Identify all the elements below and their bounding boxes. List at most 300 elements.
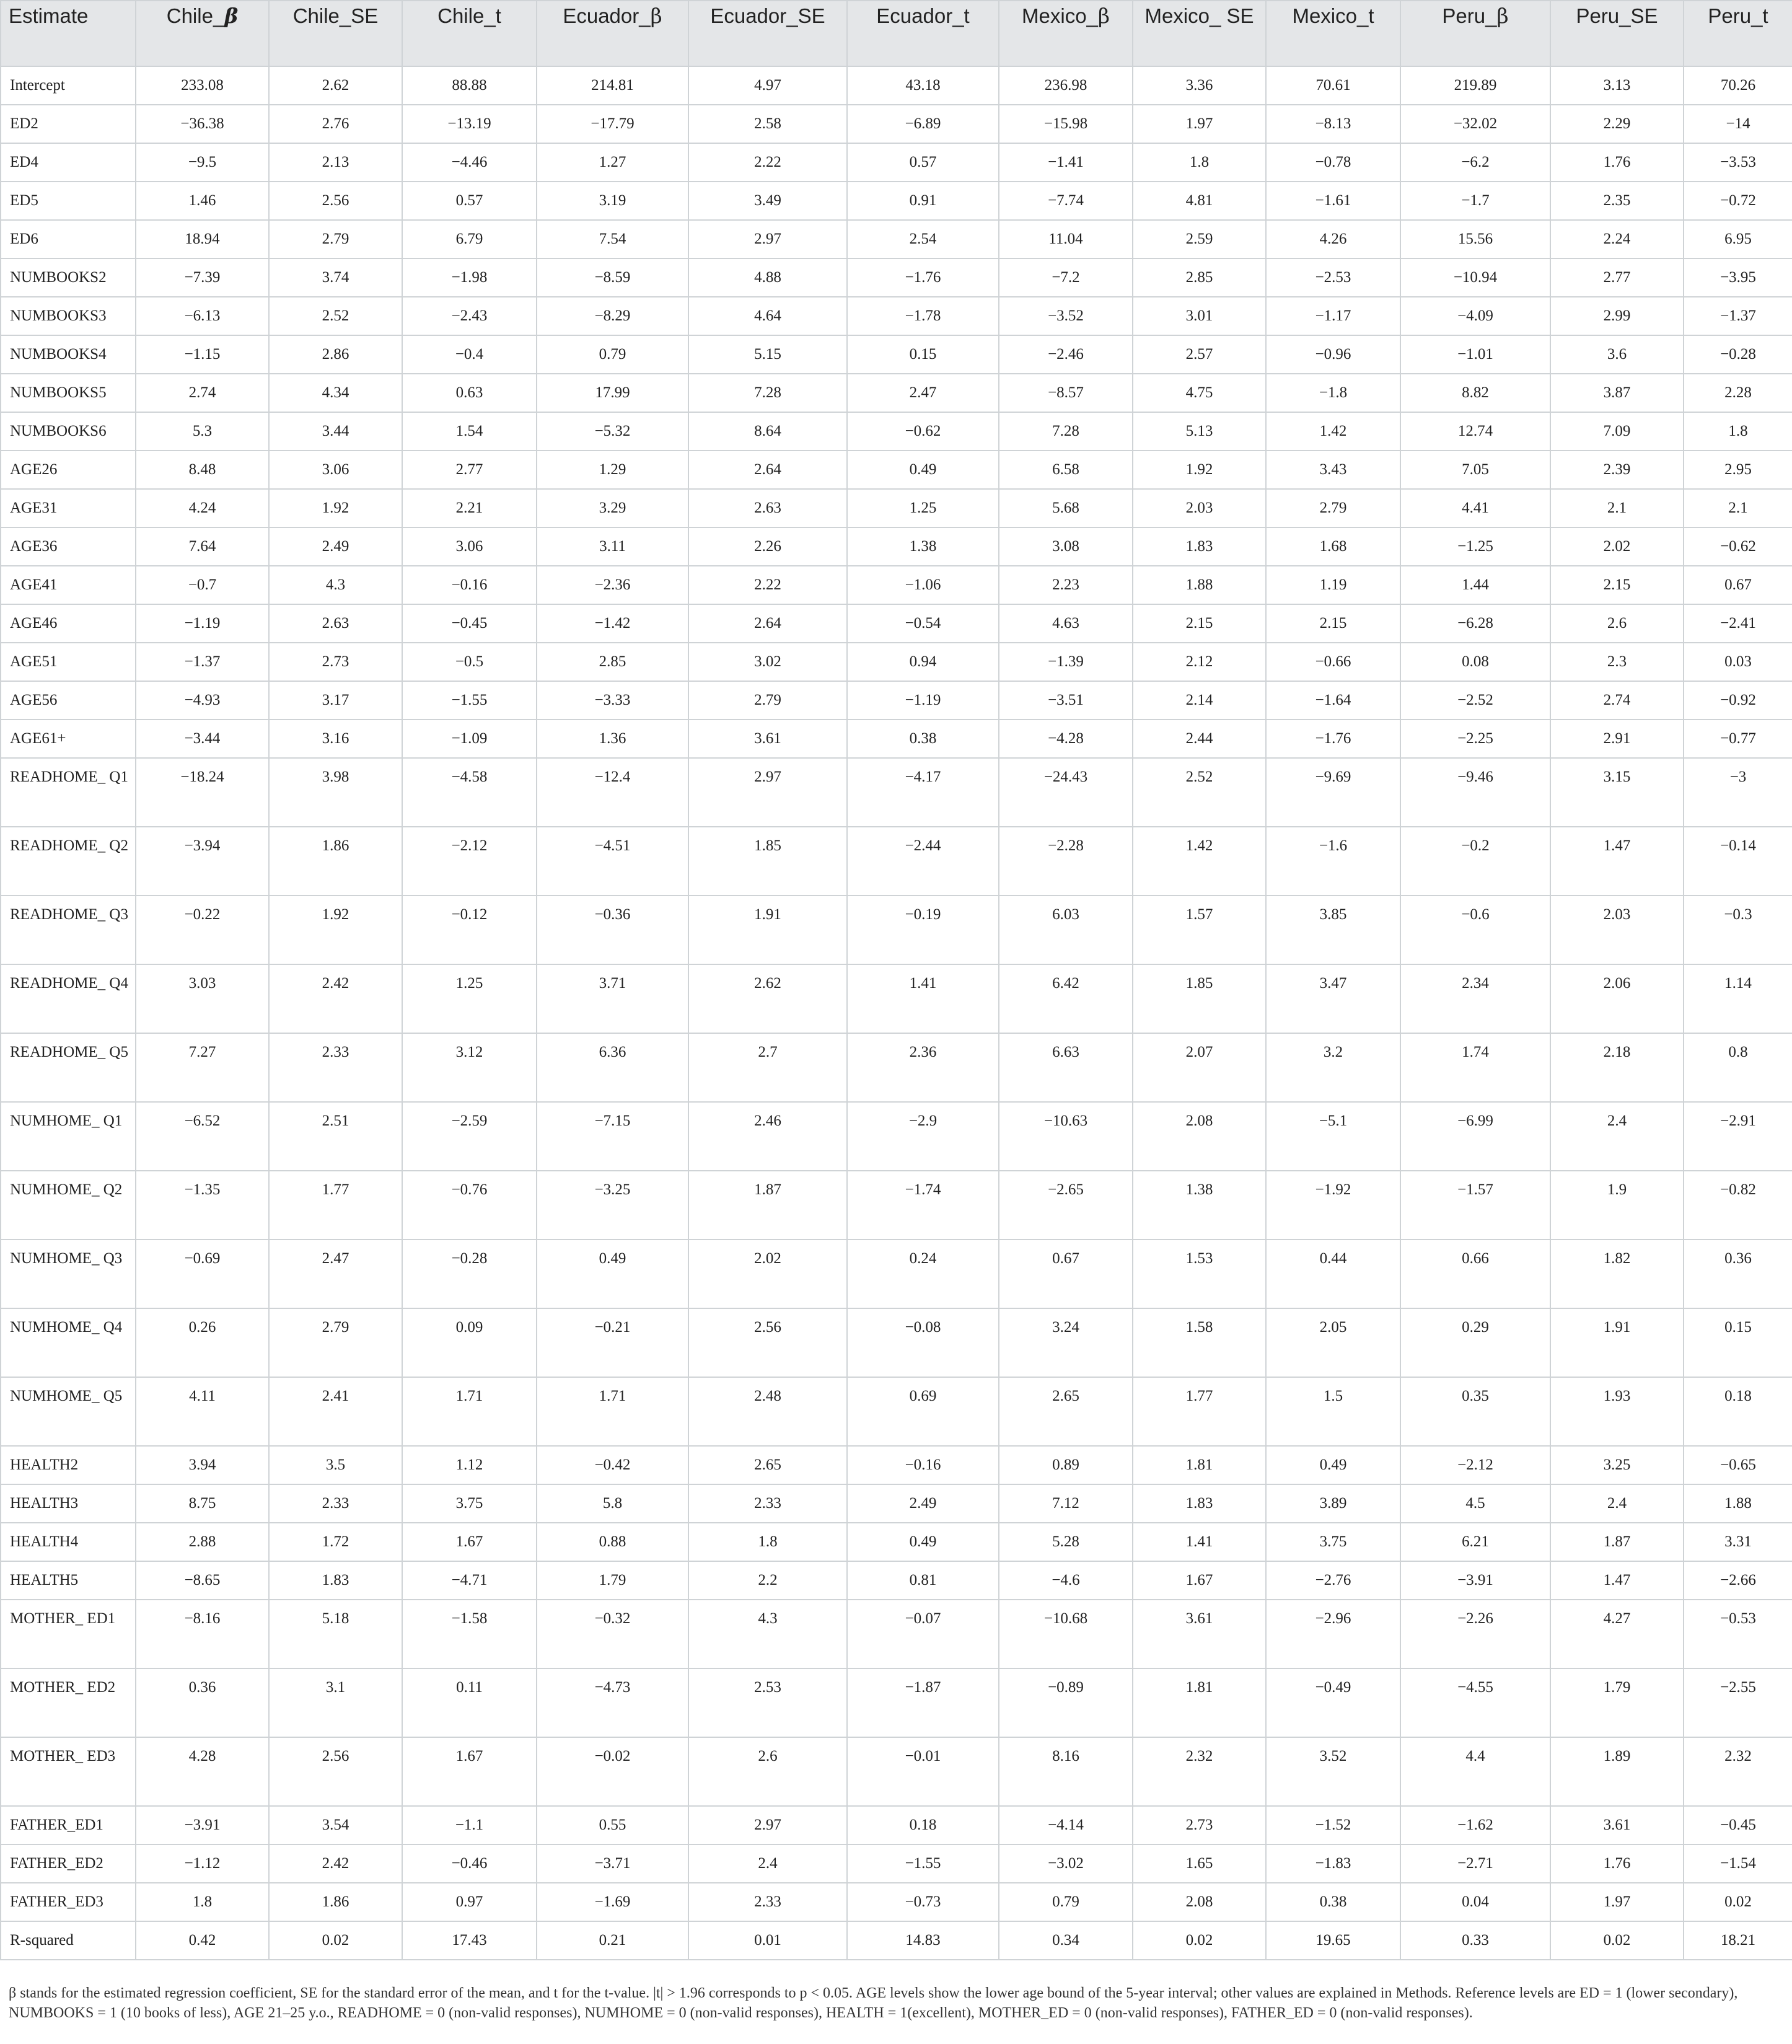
value-cell: 4.97: [688, 66, 847, 105]
value-cell: −3.53: [1684, 143, 1792, 182]
value-cell: 1.67: [402, 1737, 537, 1806]
value-cell: 2.49: [269, 527, 402, 566]
value-cell: 2.65: [688, 1446, 847, 1484]
value-cell: −0.16: [402, 566, 537, 604]
table-row: [1, 1921, 1792, 1960]
value-cell: −1.7: [1400, 182, 1550, 220]
value-cell: −7.15: [537, 1102, 688, 1171]
value-cell: 2.74: [136, 374, 269, 412]
row-label-cell: AGE46: [1, 604, 136, 643]
table-row: [1, 1484, 1792, 1523]
value-cell: 2.29: [1550, 105, 1684, 143]
table-row: [1, 827, 1792, 896]
value-cell: 2.15: [1550, 566, 1684, 604]
value-cell: 214.81: [537, 66, 688, 105]
value-cell: −24.43: [999, 758, 1133, 827]
value-cell: 4.26: [1266, 220, 1400, 258]
value-cell: −14: [1684, 105, 1792, 143]
value-cell: 0.02: [1133, 1921, 1266, 1960]
value-cell: 0.02: [1684, 1883, 1792, 1921]
value-cell: −3.91: [1400, 1561, 1550, 1600]
value-cell: 0.08: [1400, 643, 1550, 681]
value-cell: 6.36: [537, 1033, 688, 1102]
value-cell: −1.61: [1266, 182, 1400, 220]
value-cell: −0.28: [1684, 335, 1792, 374]
value-cell: 219.89: [1400, 66, 1550, 105]
value-cell: −1.17: [1266, 297, 1400, 335]
value-cell: 0.49: [1266, 1446, 1400, 1484]
row-label-cell: READHOME_ Q5: [1, 1033, 136, 1102]
value-cell: 2.33: [688, 1883, 847, 1921]
value-cell: 0.18: [1684, 1377, 1792, 1446]
value-cell: 3.25: [1550, 1446, 1684, 1484]
value-cell: 6.42: [999, 964, 1133, 1033]
table-row: [1, 258, 1792, 297]
value-cell: −1.76: [1266, 720, 1400, 758]
row-label-cell: NUMHOME_ Q2: [1, 1171, 136, 1240]
value-cell: −7.39: [136, 258, 269, 297]
value-cell: −0.36: [537, 896, 688, 964]
value-cell: −4.09: [1400, 297, 1550, 335]
table-row: [1, 105, 1792, 143]
value-cell: 1.44: [1400, 566, 1550, 604]
table-row: [1, 1102, 1792, 1171]
value-cell: −3.94: [136, 827, 269, 896]
value-cell: 1.57: [1133, 896, 1266, 964]
value-cell: −1.37: [136, 643, 269, 681]
value-cell: −5.1: [1266, 1102, 1400, 1171]
value-cell: 3.17: [269, 681, 402, 720]
value-cell: 2.49: [847, 1484, 999, 1523]
value-cell: −2.28: [999, 827, 1133, 896]
value-cell: −6.89: [847, 105, 999, 143]
value-cell: 0.49: [537, 1240, 688, 1308]
table-row: [1, 1737, 1792, 1806]
value-cell: 0.09: [402, 1308, 537, 1377]
value-cell: 3.89: [1266, 1484, 1400, 1523]
table-row: [1, 1668, 1792, 1737]
value-cell: 4.4: [1400, 1737, 1550, 1806]
table-row: [1, 66, 1792, 105]
value-cell: 1.41: [1133, 1523, 1266, 1561]
value-cell: 2.79: [269, 220, 402, 258]
value-cell: 2.62: [269, 66, 402, 105]
value-cell: 1.97: [1550, 1883, 1684, 1921]
value-cell: −2.44: [847, 827, 999, 896]
row-label-cell: AGE41: [1, 566, 136, 604]
value-cell: −3.33: [537, 681, 688, 720]
col-header-mexico-se: Mexico_ SE: [1133, 1, 1266, 66]
value-cell: −1.8: [1266, 374, 1400, 412]
value-cell: −1.35: [136, 1171, 269, 1240]
col-header-mexico-t: Mexico_t: [1266, 1, 1400, 66]
value-cell: 3.49: [688, 182, 847, 220]
value-cell: 2.14: [1133, 681, 1266, 720]
table-body: [1, 66, 1792, 1960]
value-cell: −0.32: [537, 1600, 688, 1668]
value-cell: 1.81: [1133, 1446, 1266, 1484]
value-cell: −2.65: [999, 1171, 1133, 1240]
value-cell: −2.26: [1400, 1600, 1550, 1668]
value-cell: −0.16: [847, 1446, 999, 1484]
value-cell: 5.15: [688, 335, 847, 374]
value-cell: 2.46: [688, 1102, 847, 1171]
value-cell: 3.12: [402, 1033, 537, 1102]
row-label-cell: NUMHOME_ Q5: [1, 1377, 136, 1446]
value-cell: 5.3: [136, 412, 269, 451]
value-cell: 3.16: [269, 720, 402, 758]
col-header-chile-beta: Chile_β: [136, 1, 269, 66]
value-cell: 5.68: [999, 489, 1133, 527]
row-label-cell: ED5: [1, 182, 136, 220]
value-cell: 1.79: [537, 1561, 688, 1600]
value-cell: 3.87: [1550, 374, 1684, 412]
value-cell: 2.85: [537, 643, 688, 681]
value-cell: 11.04: [999, 220, 1133, 258]
table-row: [1, 1171, 1792, 1240]
value-cell: 3.31: [1684, 1523, 1792, 1561]
value-cell: −2.43: [402, 297, 537, 335]
value-cell: 3.74: [269, 258, 402, 297]
value-cell: −2.12: [1400, 1446, 1550, 1484]
value-cell: −0.77: [1684, 720, 1792, 758]
value-cell: 2.56: [269, 1737, 402, 1806]
value-cell: 1.76: [1550, 143, 1684, 182]
row-label-cell: READHOME_ Q1: [1, 758, 136, 827]
value-cell: −9.69: [1266, 758, 1400, 827]
value-cell: 0.34: [999, 1921, 1133, 1960]
value-cell: 1.88: [1133, 566, 1266, 604]
row-label-cell: HEALTH4: [1, 1523, 136, 1561]
value-cell: 2.03: [1133, 489, 1266, 527]
value-cell: −4.93: [136, 681, 269, 720]
value-cell: 2.54: [847, 220, 999, 258]
value-cell: −0.45: [402, 604, 537, 643]
value-cell: 0.49: [847, 451, 999, 489]
value-cell: 0.15: [1684, 1308, 1792, 1377]
value-cell: −4.46: [402, 143, 537, 182]
value-cell: 1.87: [688, 1171, 847, 1240]
value-cell: 6.03: [999, 896, 1133, 964]
value-cell: 3.08: [999, 527, 1133, 566]
value-cell: 3.11: [537, 527, 688, 566]
value-cell: 2.73: [269, 643, 402, 681]
value-cell: −2.36: [537, 566, 688, 604]
value-cell: 2.59: [1133, 220, 1266, 258]
value-cell: −1.12: [136, 1844, 269, 1883]
value-cell: 1.19: [1266, 566, 1400, 604]
table-row: [1, 964, 1792, 1033]
value-cell: 3.98: [269, 758, 402, 827]
value-cell: 3.75: [1266, 1523, 1400, 1561]
value-cell: 5.8: [537, 1484, 688, 1523]
value-cell: 4.3: [269, 566, 402, 604]
value-cell: 3.13: [1550, 66, 1684, 105]
value-cell: −1.58: [402, 1600, 537, 1668]
value-cell: −0.89: [999, 1668, 1133, 1737]
value-cell: 4.11: [136, 1377, 269, 1446]
value-cell: −3.44: [136, 720, 269, 758]
row-label-cell: R-squared: [1, 1921, 136, 1960]
value-cell: 2.91: [1550, 720, 1684, 758]
value-cell: 2.18: [1550, 1033, 1684, 1102]
value-cell: −2.91: [1684, 1102, 1792, 1171]
value-cell: −1.64: [1266, 681, 1400, 720]
value-cell: 0.02: [269, 1921, 402, 1960]
value-cell: 0.49: [847, 1523, 999, 1561]
value-cell: 2.76: [269, 105, 402, 143]
value-cell: −1.39: [999, 643, 1133, 681]
value-cell: 2.22: [688, 143, 847, 182]
value-cell: 2.3: [1550, 643, 1684, 681]
header-row: [1, 1, 1792, 66]
value-cell: −8.57: [999, 374, 1133, 412]
value-cell: −0.08: [847, 1308, 999, 1377]
value-cell: 2.4: [688, 1844, 847, 1883]
row-label-cell: NUMBOOKS2: [1, 258, 136, 297]
value-cell: 6.21: [1400, 1523, 1550, 1561]
row-label-cell: FATHER_ED3: [1, 1883, 136, 1921]
value-cell: −0.4: [402, 335, 537, 374]
value-cell: 2.6: [1550, 604, 1684, 643]
value-cell: 1.85: [688, 827, 847, 896]
value-cell: 18.21: [1684, 1921, 1792, 1960]
value-cell: 3.5: [269, 1446, 402, 1484]
value-cell: 1.8: [136, 1883, 269, 1921]
table-row: [1, 1240, 1792, 1308]
value-cell: −9.46: [1400, 758, 1550, 827]
value-cell: 0.35: [1400, 1377, 1550, 1446]
value-cell: −10.94: [1400, 258, 1550, 297]
value-cell: −0.01: [847, 1737, 999, 1806]
value-cell: −2.41: [1684, 604, 1792, 643]
value-cell: 2.77: [1550, 258, 1684, 297]
value-cell: 0.11: [402, 1668, 537, 1737]
value-cell: 1.79: [1550, 1668, 1684, 1737]
value-cell: −0.49: [1266, 1668, 1400, 1737]
value-cell: 3.52: [1266, 1737, 1400, 1806]
value-cell: 1.25: [847, 489, 999, 527]
table-row: [1, 643, 1792, 681]
col-header-peru-beta: Peru_β: [1400, 1, 1550, 66]
value-cell: −0.62: [1684, 527, 1792, 566]
value-cell: 0.91: [847, 182, 999, 220]
value-cell: −0.53: [1684, 1600, 1792, 1668]
value-cell: 1.87: [1550, 1523, 1684, 1561]
value-cell: 0.57: [402, 182, 537, 220]
value-cell: 2.62: [688, 964, 847, 1033]
value-cell: −7.2: [999, 258, 1133, 297]
value-cell: 2.15: [1266, 604, 1400, 643]
value-cell: 7.64: [136, 527, 269, 566]
value-cell: 8.16: [999, 1737, 1133, 1806]
row-label-cell: MOTHER_ ED1: [1, 1600, 136, 1668]
value-cell: 1.88: [1684, 1484, 1792, 1523]
value-cell: 1.65: [1133, 1844, 1266, 1883]
value-cell: −1.09: [402, 720, 537, 758]
table-row: [1, 681, 1792, 720]
value-cell: −1.37: [1684, 297, 1792, 335]
value-cell: −1.42: [537, 604, 688, 643]
table-row: [1, 1377, 1792, 1446]
value-cell: −2.59: [402, 1102, 537, 1171]
value-cell: 3.06: [269, 451, 402, 489]
value-cell: 2.39: [1550, 451, 1684, 489]
value-cell: −0.72: [1684, 182, 1792, 220]
value-cell: −1.74: [847, 1171, 999, 1240]
value-cell: 2.08: [1133, 1102, 1266, 1171]
value-cell: −6.28: [1400, 604, 1550, 643]
value-cell: −4.51: [537, 827, 688, 896]
value-cell: 4.81: [1133, 182, 1266, 220]
value-cell: 2.06: [1550, 964, 1684, 1033]
row-label-cell: FATHER_ED1: [1, 1806, 136, 1844]
value-cell: −17.79: [537, 105, 688, 143]
value-cell: 0.15: [847, 335, 999, 374]
value-cell: 2.1: [1684, 489, 1792, 527]
value-cell: 1.72: [269, 1523, 402, 1561]
table-row: [1, 143, 1792, 182]
value-cell: −2.96: [1266, 1600, 1400, 1668]
value-cell: 0.66: [1400, 1240, 1550, 1308]
value-cell: −1.25: [1400, 527, 1550, 566]
value-cell: −0.6: [1400, 896, 1550, 964]
row-label-cell: NUMHOME_ Q4: [1, 1308, 136, 1377]
value-cell: 0.04: [1400, 1883, 1550, 1921]
value-cell: 1.42: [1266, 412, 1400, 451]
value-cell: 2.05: [1266, 1308, 1400, 1377]
table-row: [1, 451, 1792, 489]
value-cell: −1.92: [1266, 1171, 1400, 1240]
value-cell: 1.8: [688, 1523, 847, 1561]
value-cell: 1.42: [1133, 827, 1266, 896]
table-row: [1, 412, 1792, 451]
value-cell: 1.71: [537, 1377, 688, 1446]
value-cell: 8.82: [1400, 374, 1550, 412]
value-cell: 2.28: [1684, 374, 1792, 412]
value-cell: 1.92: [269, 489, 402, 527]
value-cell: −0.65: [1684, 1446, 1792, 1484]
value-cell: 1.92: [269, 896, 402, 964]
value-cell: −4.71: [402, 1561, 537, 1600]
value-cell: 1.86: [269, 1883, 402, 1921]
table-row: [1, 1806, 1792, 1844]
row-label-cell: AGE56: [1, 681, 136, 720]
value-cell: −0.62: [847, 412, 999, 451]
col-header-chile-se: Chile_SE: [269, 1, 402, 66]
value-cell: −0.5: [402, 643, 537, 681]
row-label-cell: NUMBOOKS4: [1, 335, 136, 374]
value-cell: 0.18: [847, 1806, 999, 1844]
table-footnote: β stands for the estimated regression coefficient, SE for the standard error of the mean, and t for the t-value. |t| > 1.96 corresponds to p < 0.05. AGE levels show the lower age bound of the 5-year interval; other values are explained in Methods. Reference levels are ED = 1 (lower secondary), NUMBOOKS = 1 (10 books of less), AGE 21–25 y.o., READHOME = 0 (non-valid responses), NUMHOME = 0 (non-valid responses), HEALTH = 1(excellent), MOTHER_ED = 0 (non-valid responses), FATHER_ED = 0 (non-valid responses).: [9, 1985, 1738, 2021]
row-label-cell: READHOME_ Q2: [1, 827, 136, 896]
value-cell: 2.15: [1133, 604, 1266, 643]
value-cell: −36.38: [136, 105, 269, 143]
value-cell: 2.47: [269, 1240, 402, 1308]
value-cell: 0.69: [847, 1377, 999, 1446]
value-cell: 0.24: [847, 1240, 999, 1308]
value-cell: 2.4: [1550, 1484, 1684, 1523]
value-cell: 1.68: [1266, 527, 1400, 566]
value-cell: 0.26: [136, 1308, 269, 1377]
value-cell: 7.27: [136, 1033, 269, 1102]
table-row: [1, 566, 1792, 604]
value-cell: 1.38: [1133, 1171, 1266, 1240]
value-cell: −4.17: [847, 758, 999, 827]
value-cell: −0.92: [1684, 681, 1792, 720]
value-cell: 1.47: [1550, 827, 1684, 896]
value-cell: 2.73: [1133, 1806, 1266, 1844]
value-cell: 2.63: [269, 604, 402, 643]
value-cell: 1.41: [847, 964, 999, 1033]
value-cell: 4.27: [1550, 1600, 1684, 1668]
value-cell: 4.3: [688, 1600, 847, 1668]
value-cell: 1.92: [1133, 451, 1266, 489]
value-cell: 2.97: [688, 758, 847, 827]
value-cell: −5.32: [537, 412, 688, 451]
value-cell: 0.38: [1266, 1883, 1400, 1921]
value-cell: 2.97: [688, 220, 847, 258]
value-cell: −1.87: [847, 1668, 999, 1737]
value-cell: 3.61: [688, 720, 847, 758]
value-cell: 2.33: [269, 1033, 402, 1102]
table-row: [1, 1561, 1792, 1600]
value-cell: 0.01: [688, 1921, 847, 1960]
value-cell: 2.34: [1400, 964, 1550, 1033]
value-cell: −1.55: [402, 681, 537, 720]
value-cell: −3.52: [999, 297, 1133, 335]
value-cell: −4.73: [537, 1668, 688, 1737]
value-cell: 4.64: [688, 297, 847, 335]
table-row: [1, 1600, 1792, 1668]
value-cell: −3: [1684, 758, 1792, 827]
value-cell: 0.81: [847, 1561, 999, 1600]
value-cell: 2.42: [269, 1844, 402, 1883]
value-cell: −8.13: [1266, 105, 1400, 143]
value-cell: 2.88: [136, 1523, 269, 1561]
value-cell: 0.67: [1684, 566, 1792, 604]
value-cell: −1.57: [1400, 1171, 1550, 1240]
value-cell: 2.4: [1550, 1102, 1684, 1171]
value-cell: −1.6: [1266, 827, 1400, 896]
row-label-cell: HEALTH5: [1, 1561, 136, 1600]
value-cell: 2.85: [1133, 258, 1266, 297]
value-cell: 2.77: [402, 451, 537, 489]
value-cell: 0.36: [136, 1668, 269, 1737]
value-cell: 1.12: [402, 1446, 537, 1484]
value-cell: −1.62: [1400, 1806, 1550, 1844]
value-cell: 2.53: [688, 1668, 847, 1737]
value-cell: 17.99: [537, 374, 688, 412]
value-cell: 1.76: [1550, 1844, 1684, 1883]
col-header-ecuador-beta: Ecuador_β: [537, 1, 688, 66]
row-label-cell: READHOME_ Q4: [1, 964, 136, 1033]
value-cell: 18.94: [136, 220, 269, 258]
value-cell: 6.95: [1684, 220, 1792, 258]
value-cell: 2.79: [688, 681, 847, 720]
value-cell: −1.1: [402, 1806, 537, 1844]
value-cell: 1.29: [537, 451, 688, 489]
value-cell: 1.91: [1550, 1308, 1684, 1377]
value-cell: −0.19: [847, 896, 999, 964]
value-cell: 0.57: [847, 143, 999, 182]
value-cell: 5.18: [269, 1600, 402, 1668]
value-cell: 2.26: [688, 527, 847, 566]
row-label-cell: HEALTH3: [1, 1484, 136, 1523]
row-label-cell: MOTHER_ ED3: [1, 1737, 136, 1806]
value-cell: −4.55: [1400, 1668, 1550, 1737]
value-cell: 1.82: [1550, 1240, 1684, 1308]
